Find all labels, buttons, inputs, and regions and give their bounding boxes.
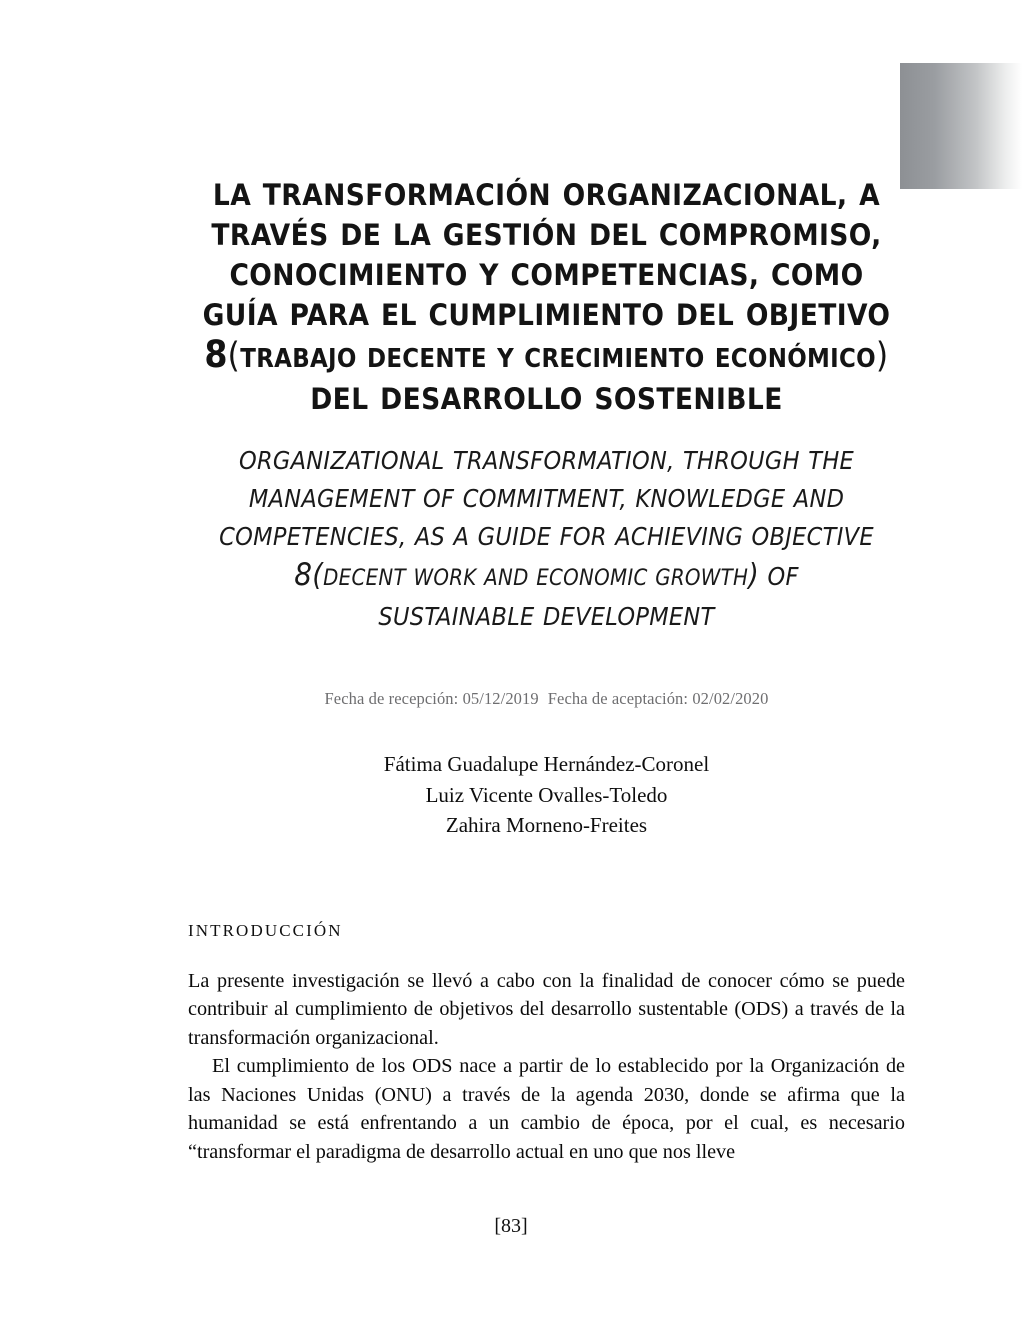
english-title-objective-number: 8 xyxy=(294,557,313,593)
body-paragraph: La presente investigación se llevó a cabo con la finalidad de conocer cómo se puede contribuir al cumplimiento de objetivos del desarrollo sustentable (ODS) a través de la transformación organizacional. xyxy=(188,969,905,1049)
publication-dates xyxy=(188,636,905,709)
page-number: [83] xyxy=(494,1215,528,1237)
reception-date: Fecha de recepción: 05/12/2019 xyxy=(324,689,539,708)
spanish-title-tail: DEL DESARROLLO SOSTENIBLE xyxy=(310,382,783,416)
english-title-last-line: SUSTAINABLE DEVELOPMENT xyxy=(378,602,715,631)
body-paragraph: El cumplimiento de los ODS nace a partir de lo establecido por la Organización de las Naciones Unidas (ONU) a través de la agenda 2030, donde se afirma que la humanidad se está enfrentando a un cambio de época, por el cual, es necesario “transformar el paradigma de desarrollo actual en uno que nos lleve xyxy=(188,1055,905,1164)
english-title-paren-open: ( xyxy=(312,558,324,593)
page-content-column xyxy=(188,0,905,1167)
english-title-tail: OF xyxy=(767,562,799,591)
author-name: Zahira Morneno-Freites xyxy=(445,813,648,837)
english-title xyxy=(188,419,905,636)
english-title-line-1: ORGANIZATIONAL TRANSFORMATION, THROUGH THE xyxy=(238,446,855,475)
spanish-title xyxy=(188,0,905,419)
english-title-parenthetical: DECENT WORK AND ECONOMIC GROWTH xyxy=(323,566,749,591)
english-title-line-3: COMPETENCIES, AS A GUIDE FOR ACHIEVING OBJECTIVE xyxy=(219,522,874,551)
author-list xyxy=(188,709,905,841)
spanish-title-line-1: LA TRANSFORMACIÓN ORGANIZACIONAL, A xyxy=(212,178,881,212)
spanish-title-line-4: GUÍA PARA EL CUMPLIMIENTO DEL OBJETIVO xyxy=(202,298,891,332)
author-name: Luiz Vicente Ovalles-Toledo xyxy=(425,782,668,807)
acceptance-date: Fecha de aceptación: 02/02/2020 xyxy=(547,689,769,708)
spanish-title-paren-open: ( xyxy=(227,336,241,376)
spanish-title-line-2: TRAVÉS DE LA GESTIÓN DEL COMPROMISO, xyxy=(211,218,882,252)
spanish-title-objective-number: 8 xyxy=(204,333,228,376)
body-text xyxy=(188,941,905,1167)
section-heading-introduccion: INTRODUCCIÓN xyxy=(188,920,343,940)
english-title-paren-close: ) xyxy=(748,558,760,593)
spanish-title-paren-close: ) xyxy=(875,336,889,376)
english-title-line-2: MANAGEMENT OF COMMITMENT, KNOWLEDGE AND xyxy=(248,484,845,513)
author-name: Fátima Guadalupe Hernández-Coronel xyxy=(383,752,710,776)
spanish-title-line-3: CONOCIMIENTO Y COMPETENCIAS, COMO xyxy=(229,258,864,292)
gray-gradient-block xyxy=(900,63,1022,189)
spanish-title-parenthetical: TRABAJO DECENTE Y CRECIMIENTO ECONÓMICO xyxy=(240,344,876,374)
